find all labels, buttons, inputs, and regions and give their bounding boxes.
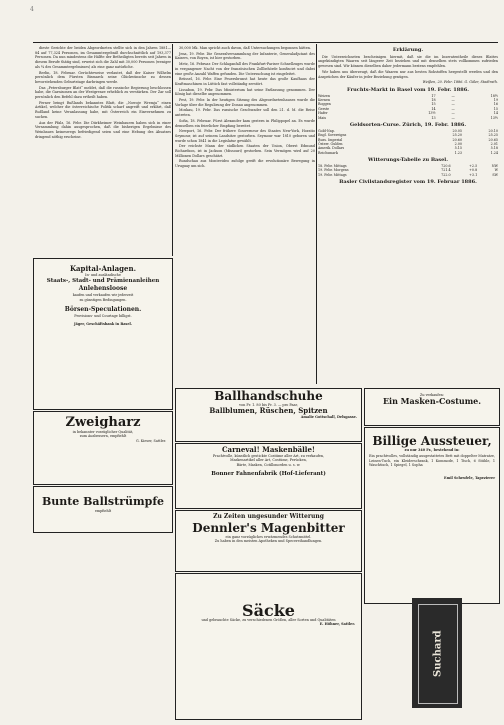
declaration-signature: Weißen, 20. Febr. 1886. G. Gäler, Stadtrath. xyxy=(422,80,498,85)
market-cell: 18½ xyxy=(490,93,498,98)
ad-bunte-ballstruempfe xyxy=(33,486,173,533)
news-paragraph: Moskau, 19. Febr. Das russische Geschwader soll den 21. d. M. die Reise antreten. xyxy=(175,108,315,118)
weather-cell: +2.5 xyxy=(469,163,478,168)
news-paragraph: dieste Gerichte der beiden Abgeordneten stellte sich in den Jahren 1881—84 auf 77,324 Personen, im Gesammtergebniß durchschnittlich auf 193,377 Personen. Da nun mindestens die Hälfte der Betheiligten bereits seit Jahren in diesem Berufe thätig sind, erweist sich die Zahl mit 30,000 Personen (weniger als ¼ des Gesammtergebnisses) als eine ganz natürliche. xyxy=(35,46,171,69)
ad-brand: Dennler's Magenbitter xyxy=(192,521,345,535)
ad-line: zu günstigen Bedingungen. xyxy=(79,297,127,302)
stock-cell: 5.18 xyxy=(490,146,498,151)
ad-title: Carneval! Maskenbälle! xyxy=(221,445,315,454)
declaration-paragraph: Die Unterzeichneten bescheinigen hiermit, daß sie die im Inseratentheile dieses Blattes angekündigten Waaren seit längerer Zeit beziehen und mit denselben stets vollkommen zufrieden gewesen sind. Wir können dieselben daher jedermann bestens empfehlen. xyxy=(318,54,498,69)
ad-title: Kapital-Anlagen. xyxy=(69,264,137,273)
market-cell: — xyxy=(451,102,455,107)
news-paragraph: Aus der Pfalz, 16. Febr. Die Dürkheimer Weinbauern haben sich in einer Versammlung dahin ausgesprochen, daß die bisherigen Ergebnisse des Weinbaues keineswegs befriedigend seien und eine Hebung des Absatzes dringend nöthig erscheine. xyxy=(35,120,171,139)
market-cell: 15 xyxy=(431,102,436,107)
ad-line: Anlehensloose xyxy=(78,285,128,293)
market-cell: 18 xyxy=(431,98,436,103)
ad-line: Maskenartikel aller Art, Costüme, Perücken, xyxy=(230,458,307,463)
news-paragraph: Rundschau aus Montevideo zufolge greift die revolutionäre Bewegung in Uruguay um sich. xyxy=(175,159,315,169)
news-paragraph: Berlin, 18. Februar. Gerüchteweise verlautet, daß der Kaiser Wilhelm persönlich dem Fürsten Bismarck seine Glückwünsche zu dessen bevorstehenden Geburtstage darbringen werde. xyxy=(35,70,171,84)
ad-saecke xyxy=(175,573,362,720)
ad-signature: Amalie Gottschall, Delsgasse. xyxy=(300,415,357,420)
ad-line: Jäger, Geschäftsbank in Basel. xyxy=(74,321,132,326)
stock-cell: Russ. Imperial xyxy=(318,137,343,142)
stock-row xyxy=(318,151,498,155)
weather-cell: +0.8 xyxy=(469,168,478,173)
market-cell: 14 xyxy=(431,106,436,111)
ad-line: kaufen und verkaufen wir jederzeit xyxy=(72,293,134,298)
ad-line: Bärte, Masken, Cotillonorden u. s. w. xyxy=(236,462,301,467)
market-cell: 16 xyxy=(493,102,498,107)
ad-line: Prachtvolle, künstlich gestickte Costüme aller Art, zu verkaufen, xyxy=(212,454,325,458)
stock-cell: Engl. Sovereigns xyxy=(318,133,347,138)
market-cell: — xyxy=(451,106,455,111)
ad-sub: empfiehlt xyxy=(94,509,112,513)
market-cell: 13½ xyxy=(428,111,436,116)
ad-line: zum Ausbessern, empfiehlt xyxy=(79,434,127,439)
market-cell: 19 xyxy=(493,98,498,103)
market-cell: 14 xyxy=(493,111,498,116)
ad-line: E. Höhner, Sattler. xyxy=(319,622,355,627)
declaration-paragraph: Wir haben uns überzeugt, daß die Waaren nur aus besten Rohstoffen hergestellt werden und den Ansprüchen der Käufer in jeder Beziehung genügen. xyxy=(318,69,498,79)
stock-table xyxy=(318,129,498,155)
market-cell: Roggen xyxy=(318,102,331,107)
market-cell: Mais xyxy=(318,115,327,120)
stock-cell: 20.65 xyxy=(488,137,498,142)
ad-title: Zweigharz xyxy=(65,415,141,430)
news-paragraph: Jena, 19. Febr. Die Generalversammlung der Infanterie, Generaladjutant des Kaisers, von Boyen, ist hier gestorben. xyxy=(175,51,315,61)
market-cell: — xyxy=(451,98,455,103)
news-paragraph: Pest, 19. Febr. In der heutigen Sitzung des Abgeordnetenhauses wurde die Vorlage über die Regulirung der Donau angenommen. xyxy=(175,98,315,107)
weather-cell: 721.4 xyxy=(441,168,451,173)
stamp-text: Suchard xyxy=(418,604,458,704)
stock-cell: Österr. Gulden xyxy=(318,141,343,146)
ad-big: Ein Masken-Costume. xyxy=(382,396,482,407)
market-cell: 15 xyxy=(493,106,498,111)
ad-line: Börsen-Speculationen. xyxy=(64,306,142,314)
column-3-notices xyxy=(318,46,498,381)
weather-row xyxy=(318,173,498,177)
horizontal-rule xyxy=(33,42,498,43)
stock-title: Geldsorten-Curse. Zürich, 19. Febr. 1886. xyxy=(349,122,467,129)
suchard-stamp-image xyxy=(412,598,462,708)
column-rule xyxy=(172,44,173,256)
ad-zweigharz xyxy=(33,411,173,485)
news-paragraph: Lissabon, 19. Febr. Das Ministerium hat seine Entlassung genommen. Der König hat dieselbe angenommen. xyxy=(175,87,315,97)
news-paragraph: Der reichste Mann der südlichen Staaten der Union, Oberst Edmund Richardson, ist in Jackson (Missouri) gestorben. Sein Vermögen wird auf 20 Millionen Dollars geschätzt. xyxy=(175,144,315,158)
news-paragraph: Brüssel, 16. Febr. Eine Feuersbrunst hat heute das große Kaufhaus der Kraftmaschinen in Lüttich fast vollständig zerstört. xyxy=(175,77,315,86)
ad-line: G. Kieser, Sattler. xyxy=(135,438,166,443)
weather-cell: 19. Febr. Mittags xyxy=(318,172,347,177)
stock-cell: 20.60 xyxy=(452,137,462,142)
declaration-heading: Erklärung. xyxy=(392,47,424,53)
ad-line: Staats-, Stadt- und Prämienanleihen xyxy=(46,278,160,285)
market-title: Fruchts-Markt in Basel vom 19. Febr. 1886. xyxy=(347,86,469,93)
stock-cell: 25.25 xyxy=(488,133,498,138)
stock-cell: Amerik. Dollars xyxy=(318,146,345,151)
news-paragraph: Ferner bringt Rußlands bekanntes Blatt, die „Nowoje Wremja“ einen Artikel, welcher die österreichische Politik scharf angreift und erklärt, daß Rußland keine Veranlassung habe, mit Österreich ein Einvernehmen zu suchen. xyxy=(35,100,171,119)
ad-title: Zu verkaufen: xyxy=(419,393,444,397)
stock-cell: Reichsmark xyxy=(318,150,338,155)
weather-cell: 722.0 xyxy=(441,172,451,177)
ad-title: Bunte Ballstrümpfe xyxy=(41,495,165,508)
stock-cell: 1.23 xyxy=(454,150,462,155)
news-paragraph: 30,000 Mk. Man spricht auch davon, daß Untersuchungen begonnen hätten. xyxy=(179,46,311,50)
news-paragraph: Das „Petersburger Blatt“ meldet, daß die russische Regierung beschlossen habe, die Garnisonen an der Westgrenze erheblich zu verstärken. Der Zar soll persönlich den Befehl dazu ertheilt haben. xyxy=(35,85,171,100)
ad-sub: von Fr. 1. 80 bis Fr. 3. — pro Paar, xyxy=(239,403,298,407)
stock-cell: 5.15 xyxy=(454,146,462,151)
weather-cell: W xyxy=(494,168,498,173)
news-paragraph: Newport, 16. Febr. Der frühere Gouverneur des Staates New-York, Horatio Seymour, ist auf seinem Landsitze gestorben. Seymour war 1810 geboren und wurde schon 1841 in die Legislatur gewählt. xyxy=(175,129,315,143)
weather-cell: 19. Febr. Morgens xyxy=(318,168,349,173)
ad-carneval xyxy=(175,443,362,509)
ad-title: Ballhandschuhe xyxy=(214,389,323,403)
stock-cell: Gold-Nap. xyxy=(318,128,335,133)
ad-title: Säcke xyxy=(242,601,295,620)
weather-cell: SW xyxy=(492,172,498,177)
stock-cell: 1.24 xyxy=(490,150,498,155)
ad-dennler-magenbitter xyxy=(175,510,362,572)
market-cell: 13½ xyxy=(490,115,498,120)
weather-title: Witterungs-Tabelle zu Basel. xyxy=(368,157,448,164)
ad-line: Zu haben in den meisten Apotheken und Specereihandlungen. xyxy=(214,539,323,544)
market-row xyxy=(318,116,498,120)
weather-cell: NW xyxy=(491,163,498,168)
column-1-news xyxy=(35,46,171,256)
column-rule xyxy=(316,44,317,384)
column-2-news xyxy=(175,46,315,256)
market-cell: Kernen xyxy=(318,98,331,103)
ad-big-line: Ballblumen, Rüschen, Spitzen xyxy=(209,406,328,416)
stock-cell: 20.05 xyxy=(452,128,462,133)
market-cell: — xyxy=(451,93,455,98)
stock-cell: 25.20 xyxy=(452,133,462,138)
weather-cell: +3.1 xyxy=(469,172,478,177)
civil-register-footer: Basler Civilstandsregister vom 19. Februar 1886. xyxy=(339,179,477,186)
ad-line: Provisions- und Courtage billigst. xyxy=(74,314,132,319)
news-paragraph: Metz, 16. Februar. Der Schlaganfall des Frankfurt-Pariser Schnellzuges wurde in vergangener Nacht von der französischen Zollbehörde konfiscirt und dabei eine große Anzahl Waffen gefunden. Die Untersuchung ist eingeleitet. xyxy=(175,62,315,76)
market-cell: 17 xyxy=(431,93,436,98)
news-paragraph: Sofia, 18. Februar. Fürst Alexander kam gestern in Philippopel an. Es wurde demselben ein feierlicher Empfang bereitet. xyxy=(175,118,315,128)
market-cell: Weizen xyxy=(318,93,330,98)
ad-line: ein ganz vorzügliches erwärmendes Schutzmittel. xyxy=(225,535,312,539)
stock-cell: 2.00 xyxy=(454,141,462,146)
weather-cell: 18. Febr. Mittags xyxy=(318,163,347,168)
ad-sub: zu nur 340 Fr., bestehend in: xyxy=(404,448,460,452)
weather-table xyxy=(318,164,498,177)
market-cell: — xyxy=(451,115,455,120)
ad-line: In- und ausländische xyxy=(85,273,121,277)
ad-signature: Emil Scheufele, Tapezierer xyxy=(444,475,495,480)
ad-kapital-anlagen xyxy=(33,258,173,410)
market-cell: Hafer xyxy=(318,111,328,116)
ad-ballhandschuhe xyxy=(175,388,362,442)
ad-line: Ein prachtvolles, vollständig ausgestattetes Bett mit doppelter Matratze, Leinen-Tuch, ein Kleiderschrank, 1 Kommode, 1 Tisch, 6 Stühle, 1 Waschtisch, 1 Spiegel, 1 Sopha xyxy=(369,454,495,468)
stock-cell: 20.10 xyxy=(488,128,498,133)
ad-title: Billige Aussteuer, xyxy=(372,434,492,448)
ad-billige-aussteuer xyxy=(364,427,500,604)
ad-top: Zu Zeiten ungesunder Witterung xyxy=(213,513,324,520)
weather-cell: 720.6 xyxy=(441,163,451,168)
market-cell: 13 xyxy=(431,115,436,120)
ad-masken-costume xyxy=(364,388,500,426)
market-table xyxy=(318,94,498,120)
ad-line: und gebrauchte Säcke, zu verschiedenen Größen, aller Sorten und Qualitäten xyxy=(201,618,336,622)
market-cell: Gerste xyxy=(318,106,330,111)
page-number: 4 xyxy=(30,6,34,13)
stock-cell: 2.01 xyxy=(490,141,498,146)
market-cell: — xyxy=(451,111,455,116)
ad-shop: Bonner Fahnenfabrik (Hof-Lieferant) xyxy=(211,471,326,478)
ad-line: in bekannter vorzüglicher Qualität, xyxy=(72,430,134,434)
